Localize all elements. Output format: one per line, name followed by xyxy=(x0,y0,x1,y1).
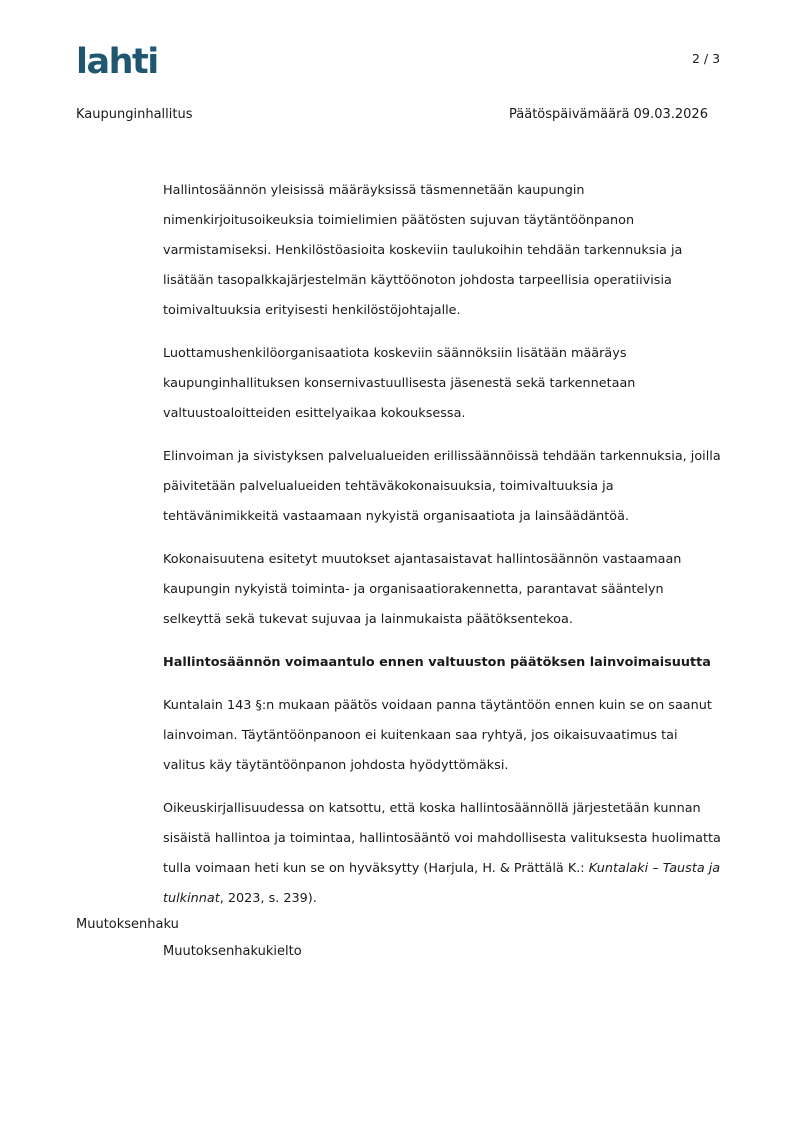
citation-title: Kuntalaki – Tausta ja tulkinnat xyxy=(163,861,721,906)
citation-details: , 2023, s. 239). xyxy=(219,891,317,906)
paragraph-service-areas: Elinvoiman ja sivistyksen palvelualueiden erillissäännöissä tehdään tarkennuksia, joilla päivitetään palvelualueiden tehtäväkokonaisuuksia, toimivaltuuksia ja tehtävänimikkeitä vastaamaan nykyistä organisaatiota ja lainsäädäntöä. xyxy=(163,449,721,524)
appeal-content: Muutoksenhakukielto xyxy=(163,944,302,959)
document-body xyxy=(163,176,723,927)
page-number: 2 / 3 xyxy=(692,51,721,66)
paragraph-legal-literature xyxy=(163,794,723,914)
subheading-entry-into-force: Hallintosäännön voimaantulo ennen valtuuston päätöksen lainvoimaisuutta xyxy=(163,655,711,670)
paragraph-municipal-act: Kuntalain 143 §:n mukaan päätös voidaan panna täytäntöön ennen kuin se on saanut lainvoiman. Täytäntöönpanoon ei kuitenkaan saa ryhtyä, jos oikaisuvaatimus tai valitus käy täytäntöönpanon johdosta hyödyttömäksi. xyxy=(163,698,712,773)
legal-literature-text: Oikeuskirjallisuudessa on katsottu, että koska hallintosäännöllä järjestetään kunnan sisäistä hallintoa ja toimintaa, hallintosääntö voi mahdollisesta valituksesta huolimatta tulla voimaan heti kun se on hyväksytty (Harjula, H. & Prättälä K.: xyxy=(163,801,721,876)
department-name: Kaupunginhallitus xyxy=(76,107,193,122)
decision-date: Päätöspäivämäärä 09.03.2026 xyxy=(509,107,708,122)
paragraph-trustee-organisation: Luottamushenkilöorganisaatiota koskeviin säännöksiin lisätään määräys kaupunginhallituksen konsernivastuullisesta jäsenestä sekä tarkennetaan valtuustoaloitteiden esittelyaikaa kokouksessa. xyxy=(163,346,636,421)
lahti-logo: lahti xyxy=(76,42,158,82)
paragraph-summary: Kokonaisuutena esitetyt muutokset ajantasaistavat hallintosäännön vastaamaan kaupungin nykyistä toiminta- ja organisaatiorakennetta, parantavat sääntelyn selkeyttä sekä tukevat sujuvaa ja lainmukaista päätöksentekoa. xyxy=(163,552,682,627)
appeal-heading: Muutoksenhaku xyxy=(76,917,179,932)
paragraph-general-provisions: Hallintosäännön yleisissä määräyksissä täsmennetään kaupungin nimenkirjoitusoikeuksia toimielimien päätösten sujuvan täytäntöönpanon varmistamiseksi. Henkilöstöasioita koskeviin taulukoihin tehdään tarkennuksia ja lisätään tasopalkkajärjestelmän käyttöönoton johdosta tarpeellisia operatiivisia toimivaltuuksia erityisesti henkilöstöjohtajalle. xyxy=(163,183,683,318)
